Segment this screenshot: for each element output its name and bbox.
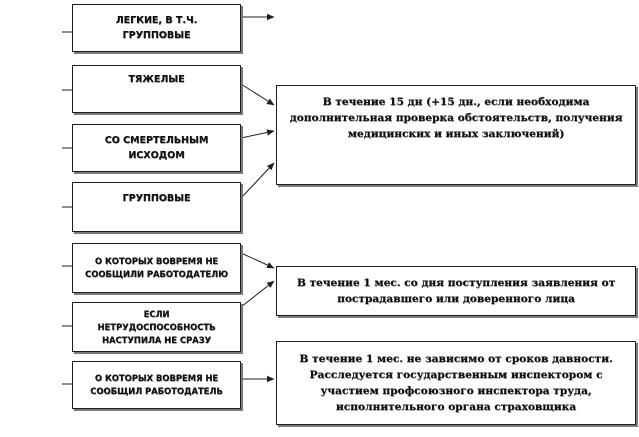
category-delayed-incapacity-label: ЕСЛИ НЕТРУДОСПОСОБНОСТЬ НАСТУПИЛА НЕ СРАЗУ: [97, 308, 216, 345]
arrow-group: [241, 163, 274, 198]
category-group: [72, 182, 241, 232]
category-fatal-label: СО СМЕРТЕЛЬНЫМ ИСХОДОМ: [104, 135, 209, 161]
category-not-reported-timely-label: О КОТОРЫХ ВОВРЕМЯ НЕ СООБЩИЛИ РАБОТОДАТЕЛЮ: [85, 256, 228, 279]
category-light-group-label: ЛЕГКИЕ, В Т.Ч. ГРУППОВЫЕ: [115, 15, 198, 41]
category-light-group: [72, 4, 241, 52]
term-fifteen-days-text: В течение 15 дн (+15 дн., если необходима дополнительная проверка обстоятельств, получения медицинских и иных заключений): [289, 96, 623, 140]
category-employer-not-reported: [72, 361, 241, 409]
arrow-fatal: [241, 131, 274, 138]
term-one-month-application: [276, 266, 636, 316]
category-severe-label: ТЯЖЕЛЫЕ: [128, 74, 185, 85]
term-one-month-any-text: В течение 1 мес. не зависимо от сроков давности. Расследуется государственным инспектором с участием профсоюзного инспектора труда, исполнительного органа страховщика: [299, 353, 613, 413]
arrow-not-reported: [241, 253, 274, 268]
term-one-month-application-text: В течение 1 мес. со дня поступления заявления от пострадавшего или доверенного лица: [296, 277, 616, 305]
category-delayed-incapacity: [72, 302, 241, 352]
category-severe: [72, 65, 241, 113]
category-employer-not-reported-label: О КОТОРЫХ ВОВРЕМЯ НЕ СООБЩИЛ РАБОТОДАТЕЛЬ: [90, 373, 223, 396]
arrow-delayed-incapacity: [241, 281, 274, 307]
category-fatal: [72, 124, 241, 172]
category-not-reported-timely: [72, 243, 241, 293]
term-fifteen-days: [276, 85, 636, 185]
term-one-month-any: [276, 341, 636, 425]
arrow-severe: [241, 84, 274, 105]
category-group-label: ГРУППОВЫЕ: [122, 193, 191, 204]
